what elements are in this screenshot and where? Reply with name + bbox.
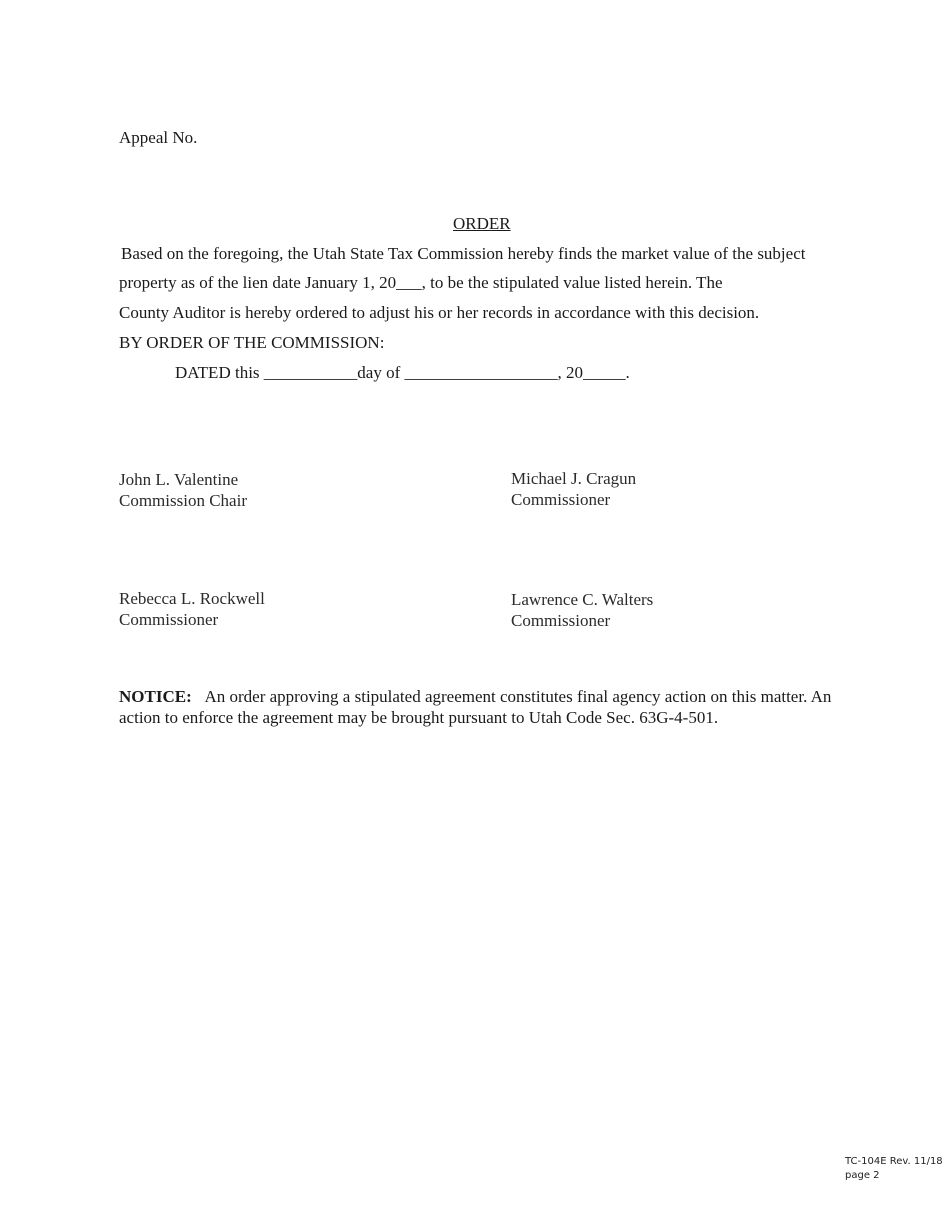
signature-block xyxy=(511,590,653,631)
signatory-name: Lawrence C. Walters xyxy=(511,590,654,609)
by-order-heading: BY ORDER OF THE COMMISSION: xyxy=(119,333,385,352)
form-id: TC-104E Rev. 11/18 xyxy=(845,1156,943,1167)
order-paragraph-line-2: property as of the lien date January 1, 20___, to be the stipulated value listed herein. The xyxy=(119,273,723,292)
signatory-title: Commissioner xyxy=(511,610,611,630)
dated-line: DATED this ___________day of __________________, 20_____. xyxy=(175,363,630,382)
notice-text: An order approving a stipulated agreement constitutes final agency action on this matter. An action to enforce the agreement may be brought pursuant to Utah Code Sec. 63G-4-501. xyxy=(119,687,832,727)
order-paragraph-line-3: County Auditor is hereby ordered to adjust his or her records in accordance with this decision. xyxy=(119,303,760,322)
page-number: page 2 xyxy=(845,1169,880,1181)
signatory-name: Rebecca L. Rockwell xyxy=(119,589,265,608)
order-title: ORDER xyxy=(453,214,511,233)
signature-block xyxy=(119,470,247,511)
signatory-title: Commissioner xyxy=(511,489,611,509)
order-paragraph-line-1: Based on the foregoing, the Utah State Tax Commission hereby finds the market value of the subject xyxy=(121,244,806,263)
appeal-number-label: Appeal No. xyxy=(119,128,198,147)
signature-block xyxy=(119,589,265,630)
notice-label: NOTICE: xyxy=(119,687,192,706)
signatory-title: Commission Chair xyxy=(119,490,247,510)
signatory-name: John L. Valentine xyxy=(119,470,239,489)
notice-paragraph xyxy=(119,687,859,728)
signatory-title: Commissioner xyxy=(119,609,219,629)
signature-block xyxy=(511,469,636,510)
form-footer xyxy=(845,1155,943,1182)
signatory-name: Michael J. Cragun xyxy=(511,469,637,488)
